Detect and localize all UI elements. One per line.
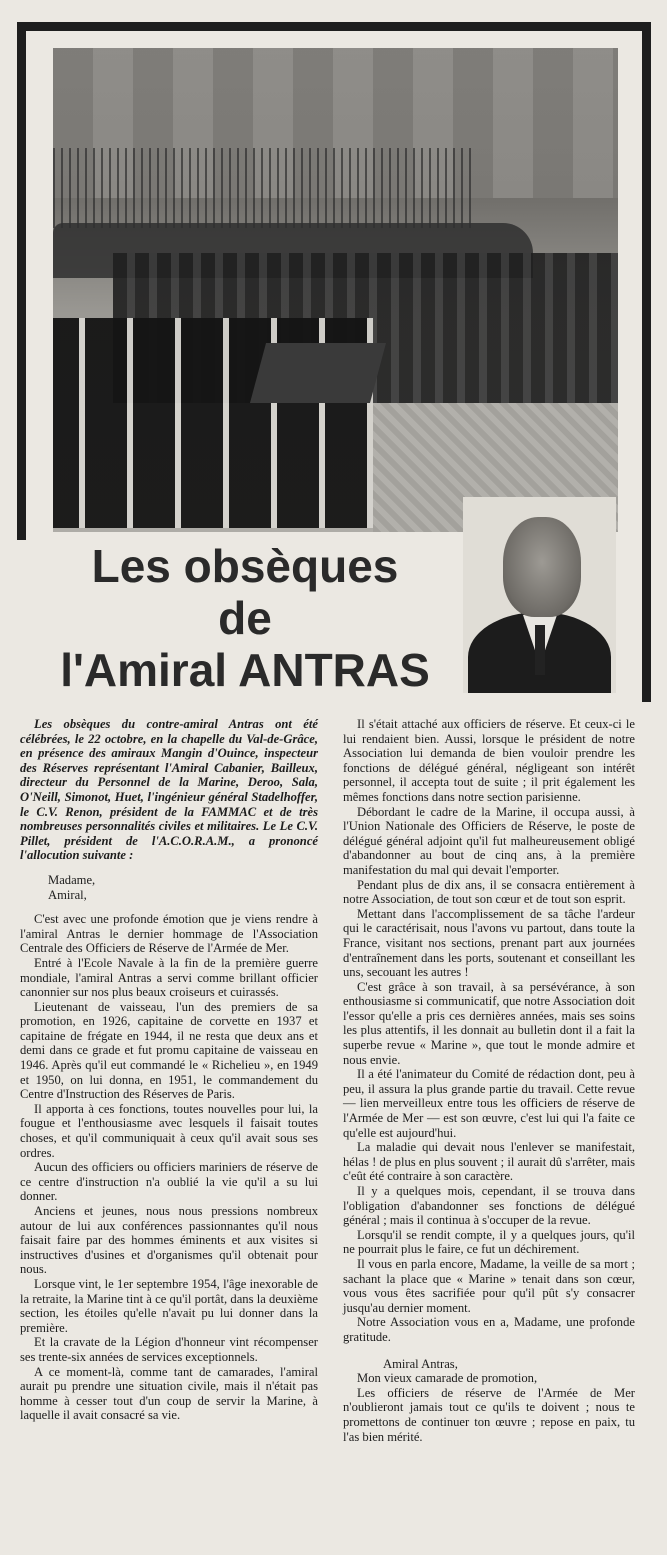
paragraph: C'est avec une profonde émotion que je viens rendre à l'amiral Antras le dernier hommage de l'Association Centrale des Officiers de Réserve de l'Armée de Mer. bbox=[20, 912, 318, 956]
title-line-2: de bbox=[218, 592, 272, 644]
paragraph: Il vous en parla encore, Madame, la veille de sa mort ; sachant la place que « Marine » tenait dans son cœur, vous vous êtes sacrifiée pour qu'il pût s'y consacrer jusqu'au dernier moment. bbox=[343, 1256, 635, 1315]
title-line-3: l'Amiral ANTRAS bbox=[60, 644, 430, 696]
paragraph: Mon vieux camarade de promotion, bbox=[357, 1371, 538, 1386]
photo-fence bbox=[53, 148, 473, 228]
funeral-photo bbox=[53, 48, 618, 532]
paragraph: Mettant dans l'accomplissement de sa tâche l'ardeur qui le caractérisait, nous l'avons vu partout, dans toute la France, visitant nos sections, prenant part aux journées d'entraînement dans les ports, soutenant et conseillant les uns, secouant les autres ! bbox=[343, 906, 635, 980]
paragraph: C'est grâce à son travail, à sa persévérance, à son enthousiasme si communicatif, que notre Association doit l'essor qu'elle a pris ces dernières années, mais ses soins les plus attentifs, il les donnait au bulletin dont il a fait la superbe revue « Marine », que tout le monde admire et nous envie. bbox=[343, 979, 635, 1067]
portrait-tie bbox=[535, 625, 545, 675]
paragraph: Lorsqu'il se rendit compte, il y a quelques jours, qu'il ne pourrait plus le faire, ce fut un déchirement. bbox=[343, 1227, 635, 1257]
paragraph: Lieutenant de vaisseau, l'un des premiers de sa promotion, en 1926, capitaine de corvette en 1937 et capitaine de frégate en 1944, il ne resta que deux ans et demi dans ce grade et fut promu capitaine de vaisseau en 1946. Après qu'il eut commandé le « Richelieu », en 1949 et 1950, on lui donna, en 1951, le commandement du Centre d'Instruction des Réserves de Paris. bbox=[20, 999, 318, 1102]
paragraph: Lorsque vint, le 1er septembre 1954, l'âge inexorable de la retraite, la Marine tint à ce qu'il portât, dans la deuxième section, les étoiles qu'elle n'avait pu lui donner dans la première. bbox=[20, 1276, 318, 1335]
paragraph: La maladie qui devait nous l'enlever se manifestait, hélas ! de plus en plus souvent ; il aurait dû s'arrêter, mais c'eût été contraire à son caractère. bbox=[343, 1140, 635, 1184]
paragraph: Débordant le cadre de la Marine, il occupa aussi, à l'Union Nationale des Officiers de Réserve, le poste de délégué général adjoint qu'il fut malheureusement obligé d'abandonner au bout de cinq ans, à la première manifestation du mal qui devait l'emporter. bbox=[343, 804, 635, 877]
salutation-madame: Madame, bbox=[48, 872, 96, 887]
article-column-right bbox=[343, 717, 635, 1444]
article-intro: Les obsèques du contre-amiral Antras ont été célébrées, le 22 octobre, en la chapelle du Val-de-Grâce, en présence des amiraux Mangin d'Ouince, inspecteur des Réserves représentant l'Amiral Cabanier, Bailleux, directeur du Personnel de la Marine, Deroo, Sala, O'Neill, Simonot, Huet, l'ingénieur général Stadelhoffer, le C.V. Renon, président de la FAMMAC et de très nombreuses personnalités civiles et militaires. Le Le C.V. Pillet, président de l'A.C.O.R.A.M., a prononcé l'allocution suivante : bbox=[20, 717, 318, 863]
frame-border-left bbox=[17, 22, 26, 540]
salutation-amiral: Amiral, bbox=[48, 887, 87, 902]
article-column-left bbox=[20, 717, 318, 1423]
paragraph: Notre Association vous en a, Madame, une profonde gratitude. bbox=[343, 1315, 635, 1344]
paragraph: Il apporta à ces fonctions, toutes nouvelles pour lui, la fougue et l'enthousiasme avec lesquels il faisait toutes choses, et qu'il communiquait à ceux qu'il avait sous ses ordres. bbox=[20, 1101, 318, 1160]
article-title bbox=[30, 540, 460, 696]
title-line-1: Les obsèques bbox=[91, 540, 399, 592]
closing-salutation: Amiral Antras, bbox=[383, 1356, 458, 1371]
frame-border-right bbox=[642, 22, 651, 702]
portrait-head bbox=[503, 517, 581, 617]
paragraph: Anciens et jeunes, nous nous pressions nombreux autour de lui aux conférences passionnantes qu'il nous faisait faire par des hommes éminents et aux visites si instructives d'usines et d'organismes qu'il obtenait pour nous. bbox=[20, 1204, 318, 1277]
paragraph: Entré à l'Ecole Navale à la fin de la première guerre mondiale, l'amiral Antras a servi comme brillant officier canonnier sur nos plus beaux croiseurs et cuirassés. bbox=[20, 955, 318, 1000]
frame-border-top bbox=[17, 22, 651, 31]
paragraph: Il y a quelques mois, cependant, il se trouva dans l'obligation d'abandonner ses fonctions de délégué général ; mais il continua à s'occuper de la revue. bbox=[343, 1184, 635, 1228]
paragraph: Aucun des officiers ou officiers mariniers de réserve de ce centre d'instruction n'a oublié la vie qu'il a su lui donner. bbox=[20, 1160, 318, 1204]
admiral-portrait bbox=[463, 497, 616, 693]
paragraph: Il a été l'animateur du Comité de rédaction dont, peu à peu, il assura la plus grande partie du travail. Cette revue — lien merveilleux entre tous les officiers de réserve de l'Armée de Mer — est son œuvre, c'est lui qui l'a faite ce qu'elle est aujourd'hui. bbox=[343, 1067, 635, 1140]
paragraph: Et la cravate de la Légion d'honneur vint récompenser ses trente-six années de services exceptionnels. bbox=[20, 1335, 318, 1364]
paragraph: Pendant plus de dix ans, il se consacra entièrement à notre Association, de tout son cœur et de tout son esprit. bbox=[343, 877, 635, 907]
photo-coffin bbox=[250, 343, 386, 403]
paragraph: A ce moment-là, comme tant de camarades, l'amiral aurait pu prendre une situation civile, mais il n'était pas homme à cesser tout d'un coup de servir la Marine, à laquelle il avait consacré sa vie. bbox=[20, 1364, 318, 1423]
paragraph: Les officiers de réserve de l'Armée de Mer n'oublieront jamais tout ce qu'ils te doivent ; nous te promettons de continuer ton œuvre ; repose en paix, tu l'as bien mérité. bbox=[343, 1385, 635, 1444]
paragraph: Il s'était attaché aux officiers de réserve. Et ceux-ci le lui rendaient bien. Aussi, lorsque le président de notre Association lui demanda de bien vouloir prendre les fonctions de délégué général, négligeant son intérêt personnel, il accepta tout de suite ; il prit également les mêmes fonctions dans notre section parisienne. bbox=[343, 717, 635, 804]
